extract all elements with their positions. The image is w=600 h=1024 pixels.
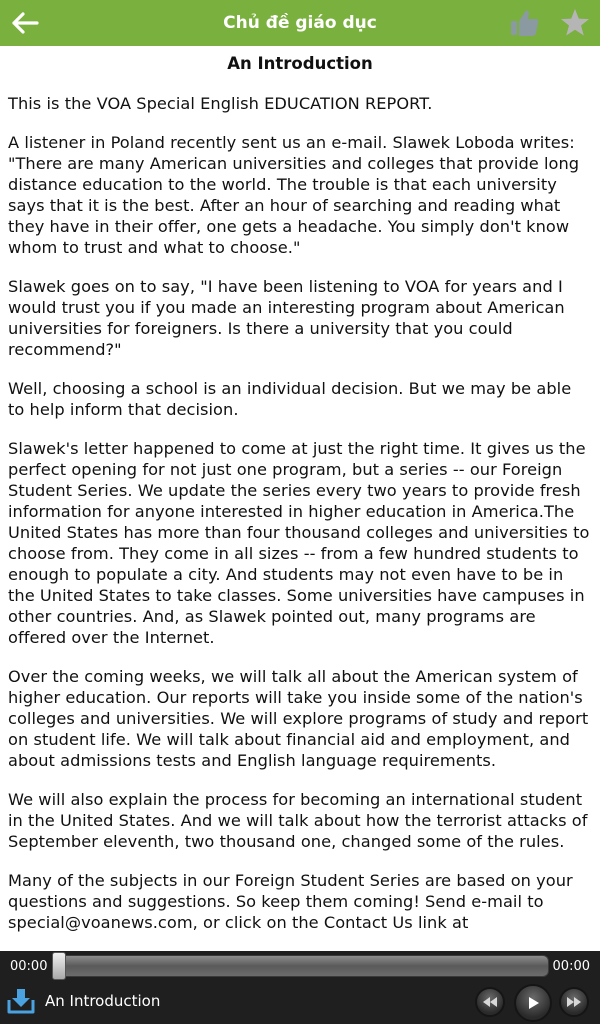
fast-forward-icon [566, 996, 582, 1008]
article-paragraph: Slawek's letter happened to come at just the right time. It gives us the perfect opening for not just one program, but a series -- our Foreign Student Series. We update the series every two years to provide fresh information for anyone interested in higher education in America.The United States has more than four thousand colleges and universities to choose from. They come in all sizes -- from a few hundred students to enough to populate a city. And students may not even have to be in the United States to take classes. Some universities have campuses in other countries. And, as Slawek pointed out, many programs are offered over the Internet. [8, 439, 590, 647]
seek-thumb[interactable] [52, 952, 66, 980]
rewind-button[interactable] [475, 987, 505, 1017]
page-title: Chủ đề giáo dục [223, 13, 377, 33]
article-title: An Introduction [227, 54, 373, 73]
article-paragraph: Slawek goes on to say, "I have been listening to VOA for years and I would trust you if you made an interesting program about American universities for foreigners. Is there a university that you could recommend?" [8, 277, 565, 359]
fast-forward-button[interactable] [559, 987, 589, 1017]
article-paragraph: Well, choosing a school is an individual decision. But we may be able to help inform that decision. [8, 379, 572, 419]
now-playing-title: An Introduction [45, 992, 161, 1010]
audio-player [0, 951, 600, 1024]
download-icon[interactable] [6, 986, 36, 1016]
current-time: 00:00 [10, 959, 48, 974]
star-icon[interactable] [558, 6, 592, 40]
article-paragraph: Over the coming weeks, we will talk all about the American system of higher education. Our reports will take you inside some of the nation's colleges and universities. We will explore programs of study and report on student life. We will talk about financial aid and employment, and about admissions tests and English language requirements. [8, 667, 589, 770]
rewind-icon [482, 996, 498, 1008]
thumbs-up-icon[interactable] [508, 6, 542, 40]
article-paragraph: This is the VOA Special English EDUCATION REPORT. [8, 94, 433, 113]
seek-bar[interactable] [55, 955, 549, 977]
play-icon [525, 995, 541, 1011]
article-paragraph: We will also explain the process for becoming an international student in the United States. And we will talk about how the terrorist attacks of September eleventh, two thousand one, changed some of the rules. [8, 790, 588, 851]
article-paragraph: Many of the subjects in our Foreign Student Series are based on your questions and suggestions. So keep them coming! Send e-mail to special@voanews.com, or click on the Contact Us link at [8, 871, 573, 932]
play-button[interactable] [514, 984, 552, 1022]
top-app-bar [0, 0, 600, 46]
article-content[interactable] [0, 46, 600, 951]
article-paragraph: A listener in Poland recently sent us an e-mail. Slawek Loboda writes: "There are many American universities and colleges that provide long distance education to the world. The trouble is that each university says that it is the best. After an hour of searching and reading what they have in their offer, one gets a headache. You simply don't know whom to trust and what to choose." [8, 133, 580, 257]
total-time: 00:00 [552, 959, 590, 974]
